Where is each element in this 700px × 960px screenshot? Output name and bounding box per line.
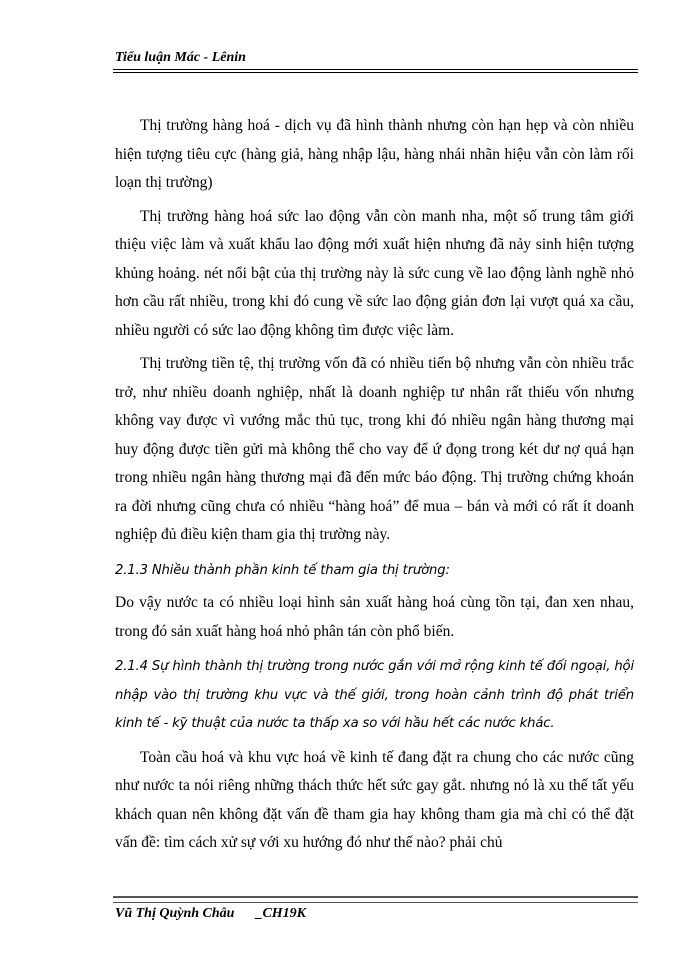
paragraph-capital-market: Thị trường tiền tệ, thị trường vốn đã có nhiều tiến bộ nhưng vẫn còn nhiều trắc trở, như nhiều doanh nghiệp, nhất là doanh nghiệp tư nhân rất thiếu vốn nhưng không vay được vì vướng mắc thủ tục, trong khi đó nhiều ngân hàng thương mại huy động được tiền gửi mà không thể cho vay để ứ đọng trong két dư nợ quá hạn trong nhiều ngân hàng thương mại đã đến mức báo động. Thị trường chứng khoán ra đời nhưng cũng chưa có nhiều “hàng hoá” để mua – bán và mới có rất ít doanh nghiệp đủ điều kiện tham gia thị trường này. bbox=[115, 355, 634, 543]
paragraph-labor-market: Thị trường hàng hoá sức lao động vẫn còn manh nha, một số trung tâm giới thiệu việc làm và xuất khẩu lao động mới xuất hiện nhưng đã nảy sinh hiện tượng khủng hoảng. nét nổi bật của thị trường này là sức cung về lao động lành nghề nhỏ hơn cầu rất nhiều, trong khi đó cung về sức lao động giản đơn lại vượt quá xa cầu, nhiều người có sức lao động không tìm được việc làm. bbox=[115, 207, 634, 339]
page-footer bbox=[115, 906, 306, 922]
section-heading-2-1-4: 2.1.4 Sự hình thành thị trường trong nước gắn với mở rộng kinh tế đối ngoại, hội nhập vào thị trường khu vực và thế giới, trong hoàn cảnh trình độ phát triển kinh tế - kỹ thuật của nước ta thấp xa so với hầu hết các nước khác. bbox=[115, 659, 634, 731]
document-body bbox=[115, 112, 634, 858]
header-divider bbox=[113, 69, 638, 73]
paragraph-globalization: Toàn cầu hoá và khu vực hoá về kinh tế đang đặt ra chung cho các nước cũng như nước ta nói riêng những thách thức hết sức gay gắt. nhưng nó là xu thế tất yếu khách quan nên không đặt vấn đề tham gia hay không tham gia mà chỉ có thể đặt vấn đề: tìm cách xử sự với xu hướng đó như thế nào? phải chủ bbox=[115, 748, 634, 851]
footer-class-code: _CH19K bbox=[255, 906, 307, 921]
section-heading-2-1-3: 2.1.3 Nhiều thành phần kinh tế tham gia thị trường: bbox=[115, 562, 450, 578]
footer-author: Vũ Thị Quỳnh Châu bbox=[115, 906, 235, 921]
paragraph-economic-sectors: Do vậy nước ta có nhiều loại hình sản xuất hàng hoá cùng tồn tại, đan xen nhau, trong đó sản xuất hàng hoá nhỏ phân tán còn phổ biến. bbox=[115, 594, 634, 640]
footer-divider bbox=[113, 896, 638, 903]
paragraph-goods-market: Thị trường hàng hoá - dịch vụ đã hình thành nhưng còn hạn hẹp và còn nhiều hiện tượng tiêu cực (hàng giả, hàng nhập lậu, hàng nhái nhãn hiệu vẫn còn làm rối loạn thị trường) bbox=[115, 117, 634, 191]
page-header-title: Tiểu luận Mác - Lênin bbox=[115, 50, 246, 65]
